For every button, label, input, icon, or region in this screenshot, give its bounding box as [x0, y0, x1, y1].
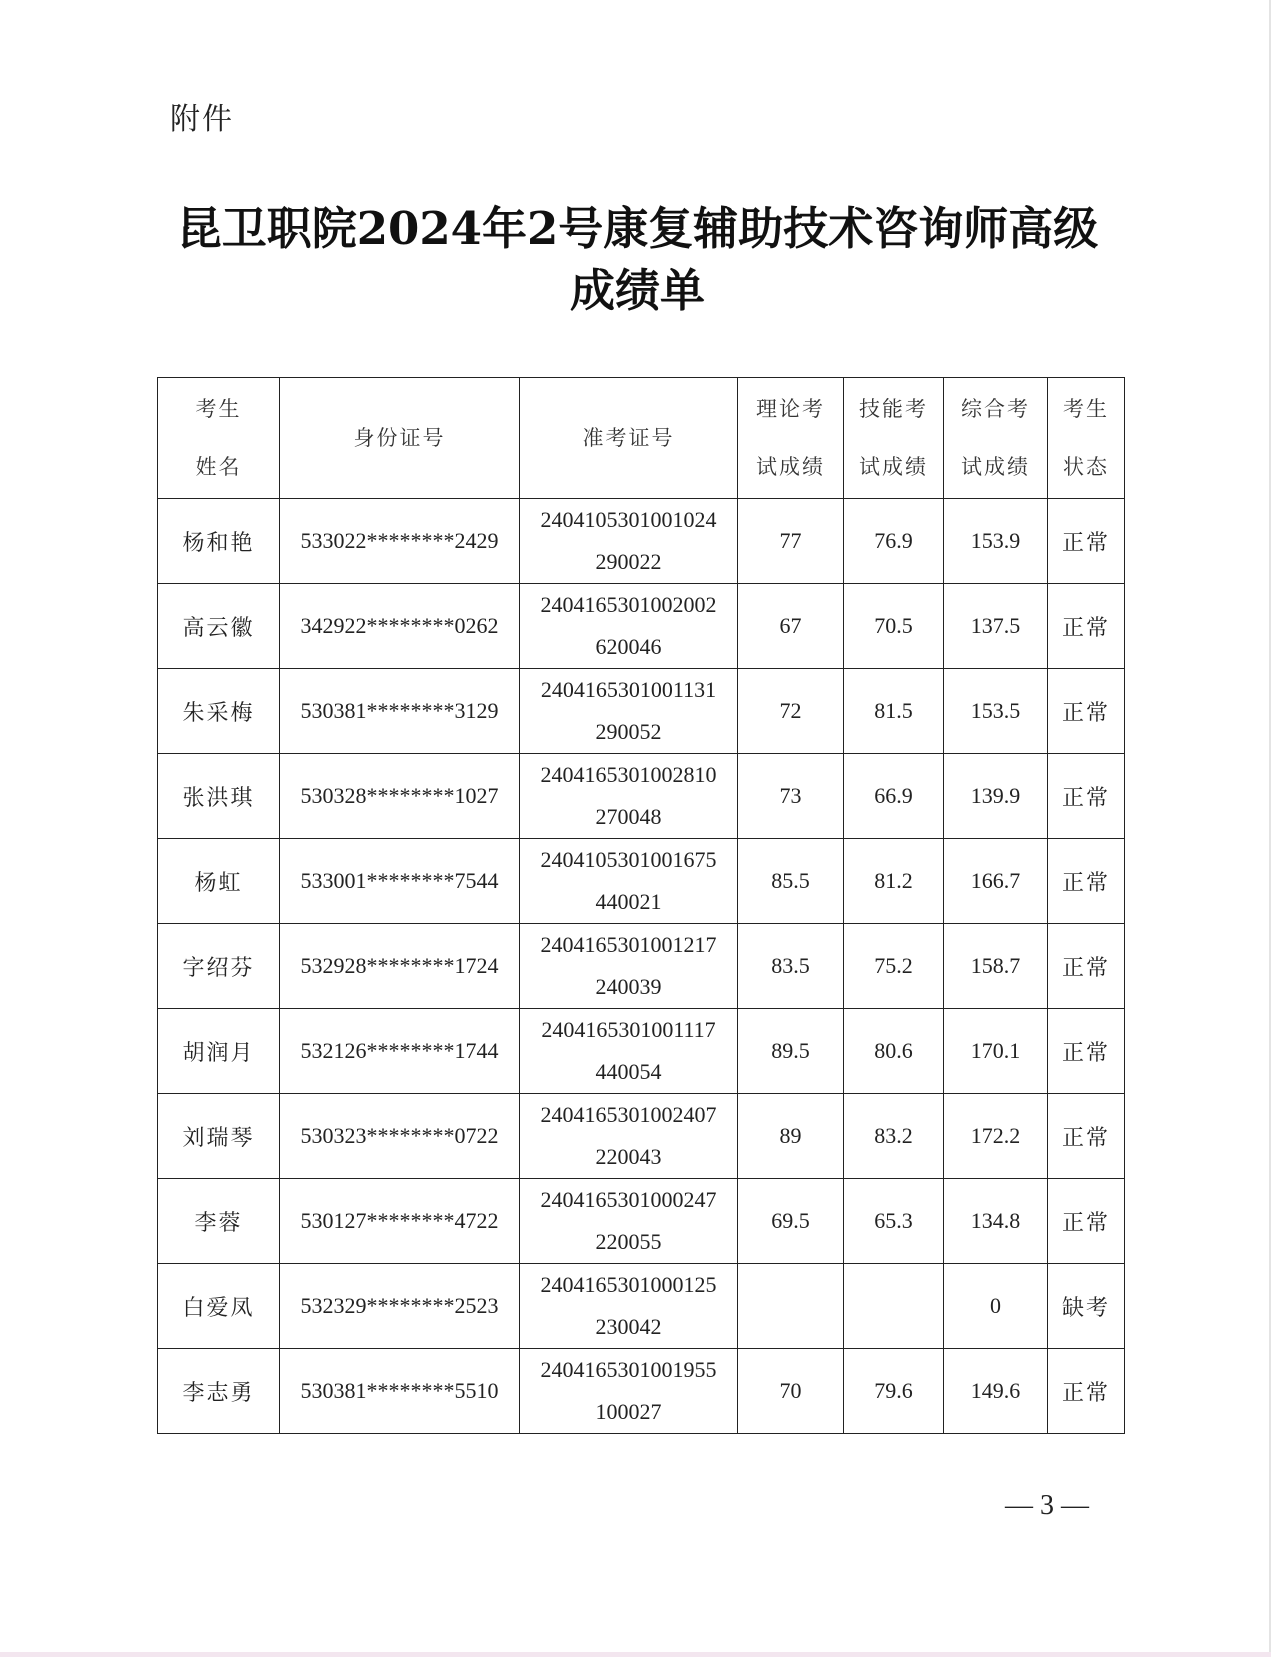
header-theory-score: 理论考 试成绩 [738, 378, 844, 499]
cell-total-score: 153.5 [944, 669, 1048, 754]
cell-theory-score: 77 [738, 499, 844, 584]
cell-status: 正常 [1048, 1349, 1125, 1434]
cell-name: 胡润月 [158, 1009, 280, 1094]
header-skill-score: 技能考 试成绩 [844, 378, 944, 499]
cell-skill-score: 80.6 [844, 1009, 944, 1094]
cell-status: 缺考 [1048, 1264, 1125, 1349]
page-bottom-edge [0, 1652, 1271, 1657]
cell-skill-score: 79.6 [844, 1349, 944, 1434]
cell-theory-score: 83.5 [738, 924, 844, 1009]
cell-id-number: 530328********1027 [280, 754, 520, 839]
cell-id-number: 532329********2523 [280, 1264, 520, 1349]
cell-total-score: 158.7 [944, 924, 1048, 1009]
cell-total-score: 149.6 [944, 1349, 1048, 1434]
cell-name: 朱采梅 [158, 669, 280, 754]
cell-total-score: 134.8 [944, 1179, 1048, 1264]
page-number: — 3 — [1005, 1490, 1089, 1521]
header-total-score: 综合考 试成绩 [944, 378, 1048, 499]
cell-total-score: 170.1 [944, 1009, 1048, 1094]
cell-id-number: 342922********0262 [280, 584, 520, 669]
cell-total-score: 166.7 [944, 839, 1048, 924]
cell-name: 张洪琪 [158, 754, 280, 839]
cell-theory-score: 72 [738, 669, 844, 754]
table-row [158, 1009, 1125, 1094]
table-row [158, 584, 1125, 669]
cell-id-number: 532928********1724 [280, 924, 520, 1009]
cell-status: 正常 [1048, 924, 1125, 1009]
table-row [158, 669, 1125, 754]
table-header-row [158, 378, 1125, 499]
cell-name: 李蓉 [158, 1179, 280, 1264]
cell-name: 杨和艳 [158, 499, 280, 584]
cell-theory-score: 89.5 [738, 1009, 844, 1094]
cell-total-score: 0 [944, 1264, 1048, 1349]
cell-status: 正常 [1048, 669, 1125, 754]
title-line-1: 昆卫职院2024年2号康复辅助技术咨询师高级 [176, 202, 1099, 255]
cell-skill-score: 65.3 [844, 1179, 944, 1264]
cell-id-number: 532126********1744 [280, 1009, 520, 1094]
cell-skill-score: 76.9 [844, 499, 944, 584]
cell-total-score: 153.9 [944, 499, 1048, 584]
cell-id-number: 530323********0722 [280, 1094, 520, 1179]
cell-ticket-number: 2404165301001131 290052 [520, 669, 738, 754]
cell-id-number: 533022********2429 [280, 499, 520, 584]
cell-skill-score: 83.2 [844, 1094, 944, 1179]
cell-ticket-number: 2404165301001217 240039 [520, 924, 738, 1009]
cell-id-number: 530127********4722 [280, 1179, 520, 1264]
table-row [158, 499, 1125, 584]
cell-ticket-number: 2404105301001024 290022 [520, 499, 738, 584]
cell-id-number: 533001********7544 [280, 839, 520, 924]
cell-theory-score: 69.5 [738, 1179, 844, 1264]
table-row [158, 1094, 1125, 1179]
cell-id-number: 530381********5510 [280, 1349, 520, 1434]
cell-skill-score: 81.5 [844, 669, 944, 754]
table-row [158, 1179, 1125, 1264]
cell-ticket-number: 2404165301000125 230042 [520, 1264, 738, 1349]
header-ticket-number: 准考证号 [520, 378, 738, 499]
cell-theory-score: 70 [738, 1349, 844, 1434]
cell-skill-score: 70.5 [844, 584, 944, 669]
attachment-label: 附件 [170, 102, 234, 137]
cell-total-score: 139.9 [944, 754, 1048, 839]
cell-name: 字绍芬 [158, 924, 280, 1009]
cell-ticket-number: 2404165301001117 440054 [520, 1009, 738, 1094]
score-table [157, 377, 1125, 1434]
cell-skill-score [844, 1264, 944, 1349]
cell-ticket-number: 2404105301001675 440021 [520, 839, 738, 924]
table-row [158, 1349, 1125, 1434]
cell-ticket-number: 2404165301001955 100027 [520, 1349, 738, 1434]
cell-ticket-number: 2404165301002002 620046 [520, 584, 738, 669]
cell-theory-score: 89 [738, 1094, 844, 1179]
cell-theory-score: 73 [738, 754, 844, 839]
cell-status: 正常 [1048, 584, 1125, 669]
cell-ticket-number: 2404165301000247 220055 [520, 1179, 738, 1264]
cell-total-score: 137.5 [944, 584, 1048, 669]
table-row [158, 754, 1125, 839]
document-title [150, 198, 1125, 322]
header-status: 考生 状态 [1048, 378, 1125, 499]
cell-name: 高云徽 [158, 584, 280, 669]
title-line-2: 成绩单 [569, 264, 705, 317]
cell-skill-score: 81.2 [844, 839, 944, 924]
cell-name: 李志勇 [158, 1349, 280, 1434]
table-row [158, 924, 1125, 1009]
cell-theory-score: 67 [738, 584, 844, 669]
header-name: 考生 姓名 [158, 378, 280, 499]
cell-total-score: 172.2 [944, 1094, 1048, 1179]
cell-status: 正常 [1048, 1179, 1125, 1264]
score-table-body [158, 499, 1125, 1434]
cell-skill-score: 75.2 [844, 924, 944, 1009]
cell-name: 刘瑞琴 [158, 1094, 280, 1179]
cell-status: 正常 [1048, 1094, 1125, 1179]
cell-status: 正常 [1048, 499, 1125, 584]
header-id-number: 身份证号 [280, 378, 520, 499]
cell-name: 杨虹 [158, 839, 280, 924]
cell-id-number: 530381********3129 [280, 669, 520, 754]
table-row [158, 839, 1125, 924]
cell-skill-score: 66.9 [844, 754, 944, 839]
cell-status: 正常 [1048, 839, 1125, 924]
cell-status: 正常 [1048, 1009, 1125, 1094]
cell-theory-score: 85.5 [738, 839, 844, 924]
cell-ticket-number: 2404165301002407 220043 [520, 1094, 738, 1179]
cell-status: 正常 [1048, 754, 1125, 839]
cell-name: 白爱凤 [158, 1264, 280, 1349]
cell-ticket-number: 2404165301002810 270048 [520, 754, 738, 839]
table-row [158, 1264, 1125, 1349]
cell-theory-score [738, 1264, 844, 1349]
